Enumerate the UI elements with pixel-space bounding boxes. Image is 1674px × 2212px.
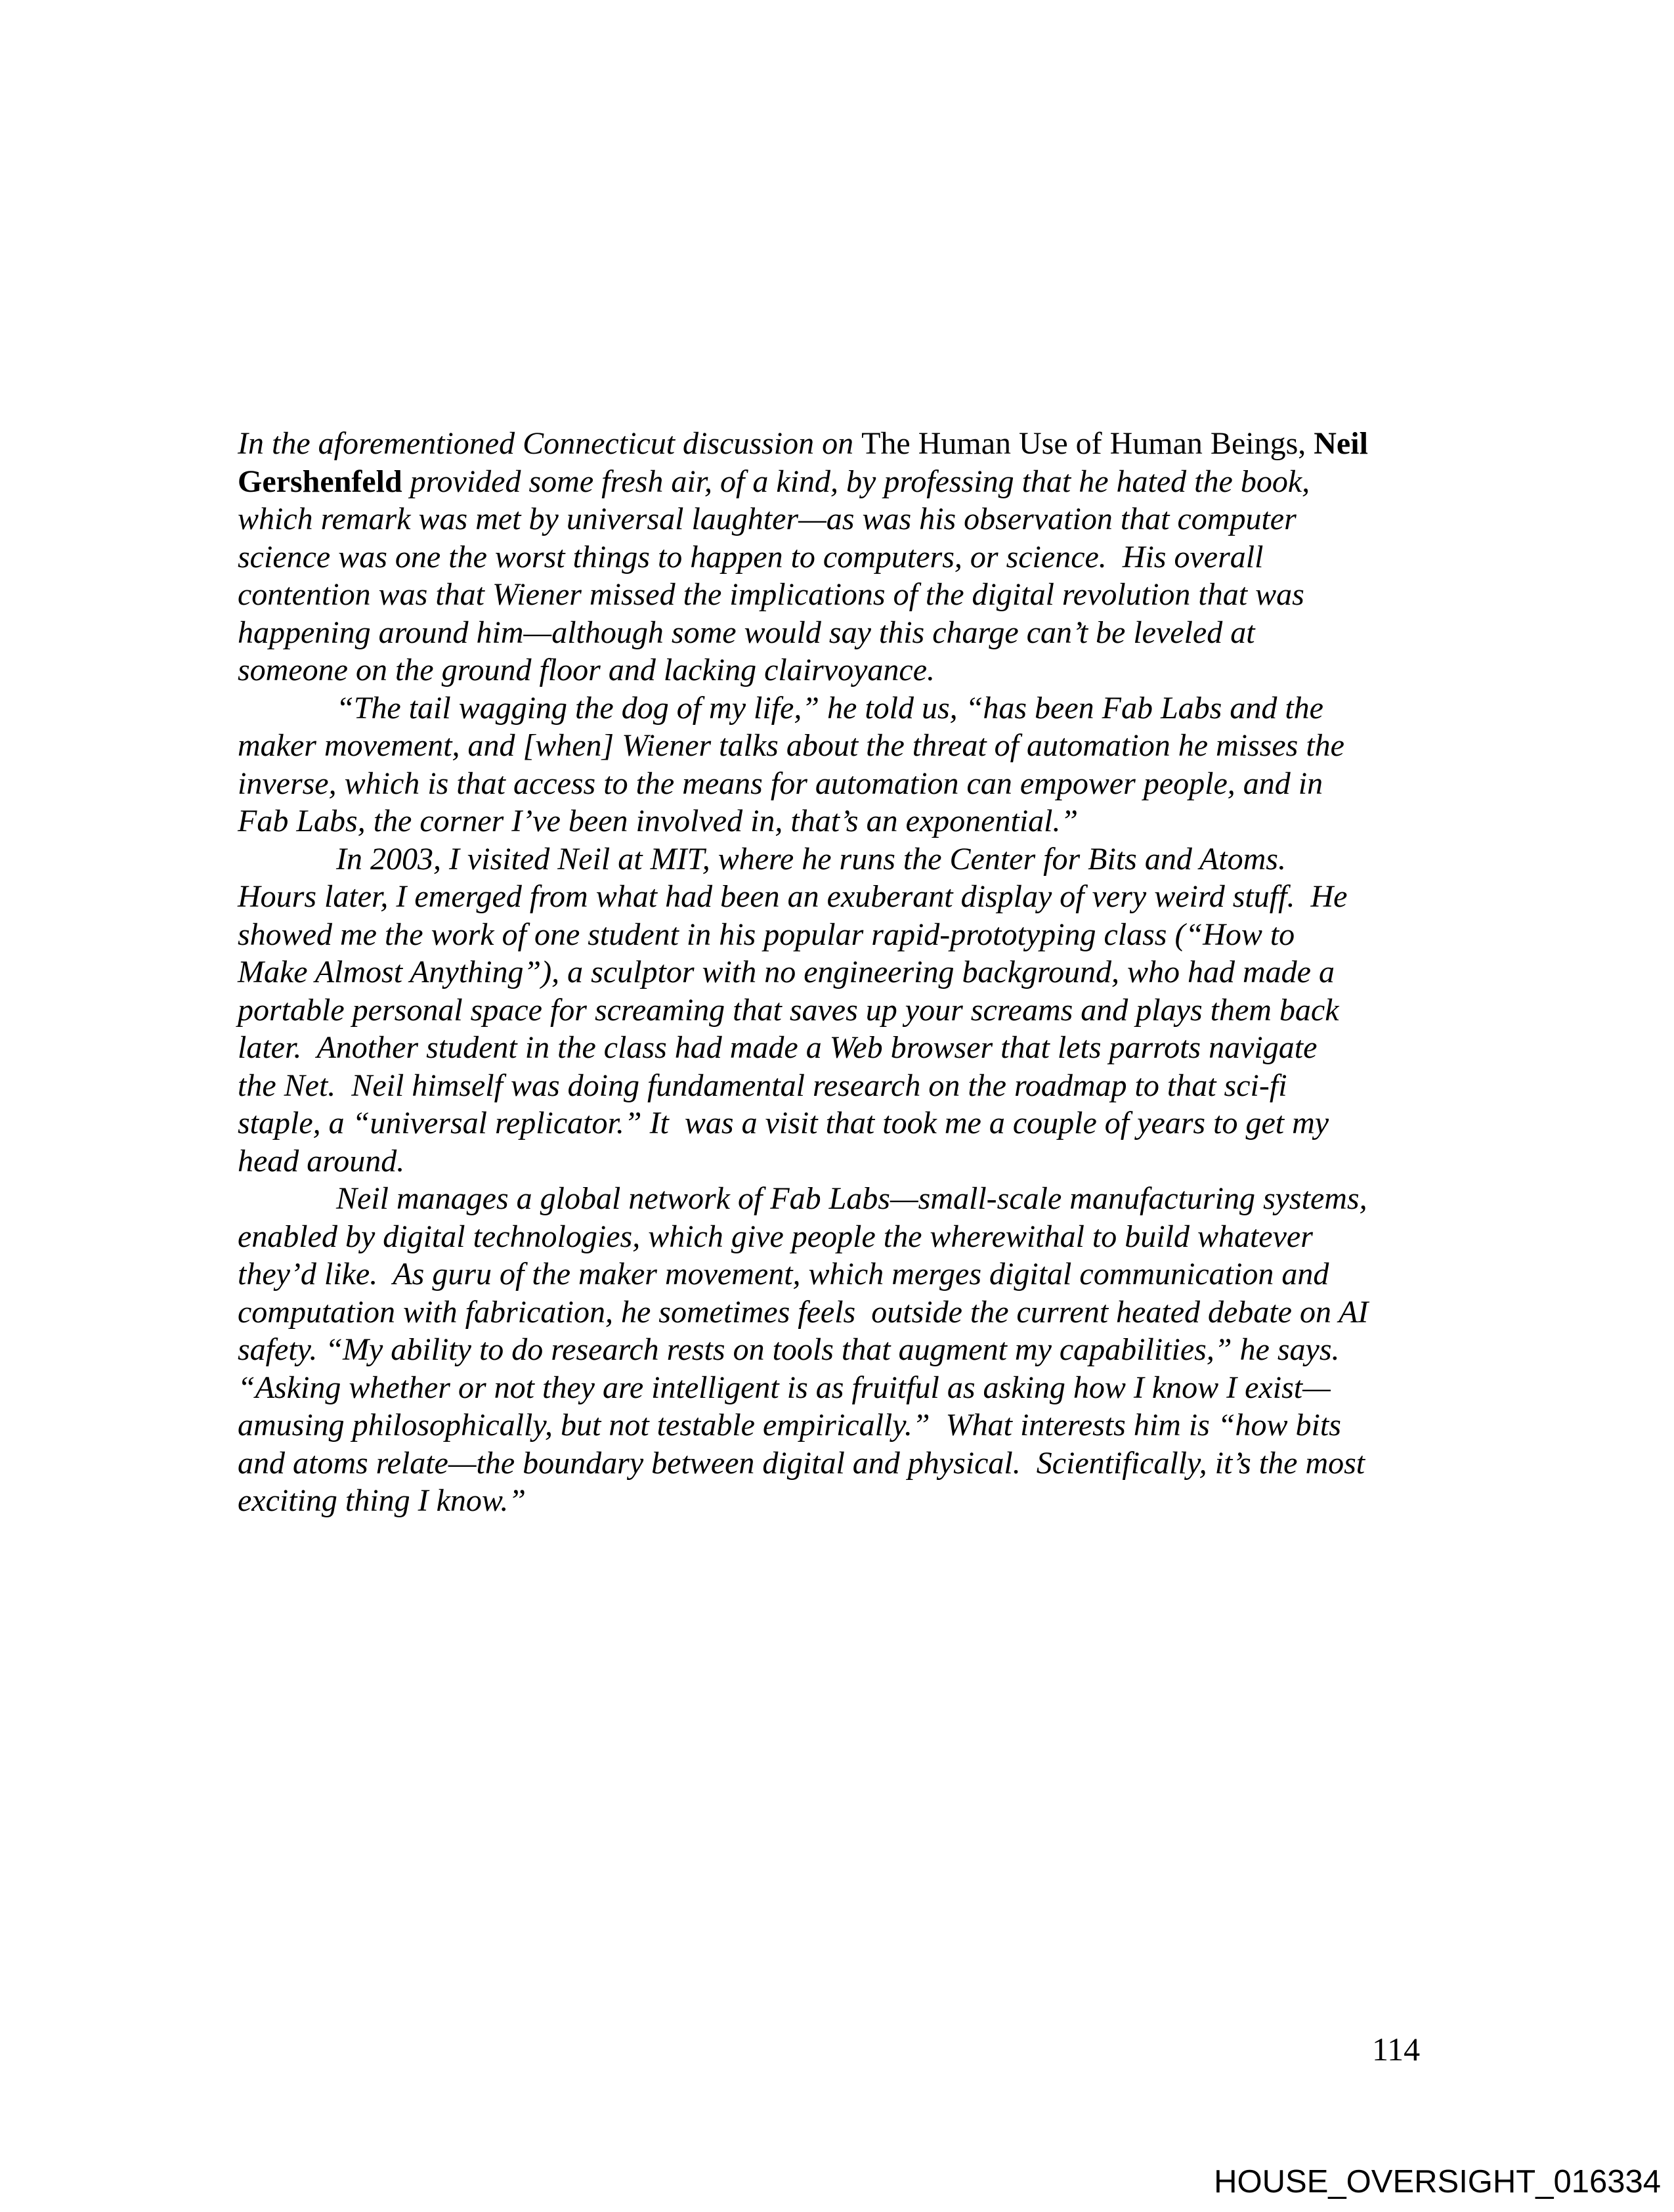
- text-line: [238, 916, 1459, 954]
- text-line: [238, 727, 1459, 765]
- text-segment: portable personal space for screaming that saves up your screams and plays them back: [238, 992, 1339, 1028]
- text-segment: the Net. Neil himself was doing fundamental research on the roadmap to that sci-fi: [238, 1068, 1287, 1103]
- text-line: [238, 689, 1459, 727]
- text-line: [238, 1180, 1459, 1218]
- text-line: [238, 1293, 1459, 1332]
- text-segment: maker movement, and [when] Wiener talks about the threat of automation he misses the: [238, 728, 1344, 763]
- text-segment: head around.: [238, 1143, 405, 1179]
- text-line: [238, 1142, 1459, 1181]
- text-line: [238, 1255, 1459, 1293]
- text-line: [238, 953, 1459, 991]
- text-segment: Fab Labs, the corner I’ve been involved in, that’s an exponential.”: [238, 804, 1079, 838]
- body-text: [238, 425, 1459, 1520]
- text-segment: provided some fresh air, of a kind, by professing that he hated the book,: [402, 464, 1310, 499]
- text-segment: “Asking whether or not they are intelligent is as fruitful as asking how I know I exist—: [238, 1370, 1331, 1405]
- paragraph: [238, 425, 1459, 689]
- text-line: [238, 576, 1459, 614]
- text-line: [238, 1104, 1459, 1142]
- paragraph: [238, 840, 1459, 1181]
- text-line: [238, 425, 1459, 463]
- text-segment: In the aforementioned Connecticut discussion on: [238, 426, 862, 461]
- text-segment: exciting thing I know.”: [238, 1483, 526, 1518]
- text-segment: showed me the work of one student in his popular rapid-prototyping class (“How to: [238, 917, 1295, 952]
- text-segment: computation with fabrication, he sometimes feels outside the current heated debate on AI: [238, 1294, 1369, 1330]
- text-line: [238, 614, 1459, 652]
- page-number: 114: [1372, 2031, 1421, 2068]
- text-segment: Neil: [1314, 426, 1368, 461]
- text-segment: they’d like. As guru of the maker movement, which merges digital communication and: [238, 1257, 1329, 1291]
- text-line: [238, 1029, 1459, 1067]
- text-segment: later. Another student in the class had made a Web browser that lets parrots navigate: [238, 1030, 1318, 1065]
- text-line: [238, 1444, 1459, 1483]
- text-line: [238, 765, 1459, 803]
- text-line: [238, 1067, 1459, 1105]
- text-line: [238, 1406, 1459, 1444]
- text-line: [238, 463, 1459, 501]
- text-segment: staple, a “universal replicator.” It was a visit that took me a couple of years to get my: [238, 1106, 1329, 1140]
- text-segment: safety. “My ability to do research rests on tools that augment my capabilities,” he says.: [238, 1332, 1340, 1367]
- text-segment: “The tail wagging the dog of my life,” he told us, “has been Fab Labs and the: [336, 690, 1323, 726]
- text-segment: Gershenfeld: [238, 464, 402, 499]
- text-line: [238, 840, 1459, 878]
- text-line: [238, 500, 1459, 538]
- text-segment: contention was that Wiener missed the implications of the digital revolution that was: [238, 577, 1304, 612]
- text-segment: someone on the ground floor and lacking clairvoyance.: [238, 653, 935, 687]
- text-segment: Hours later, I emerged from what had been an exuberant display of very weird stuff. He: [238, 879, 1348, 914]
- text-segment: enabled by digital technologies, which give people the wherewithal to build whatever: [238, 1219, 1313, 1254]
- text-segment: and atoms relate—the boundary between digital and physical. Scientifically, it’s the most: [238, 1445, 1365, 1481]
- text-line: [238, 1331, 1459, 1369]
- text-segment: inverse, which is that access to the means for automation can empower people, and in: [238, 766, 1323, 801]
- text-segment: Neil manages a global network of Fab Labs—small-scale manufacturing systems,: [336, 1181, 1367, 1216]
- text-line: [238, 1369, 1459, 1407]
- text-line: [238, 1482, 1459, 1520]
- text-segment: science was one the worst things to happen to computers, or science. His overall: [238, 539, 1264, 575]
- text-segment: In 2003, I visited Neil at MIT, where he runs the Center for Bits and Atoms.: [336, 841, 1286, 877]
- text-segment: happening around him—although some would say this charge can’t be leveled at: [238, 615, 1255, 650]
- text-segment: Make Almost Anything”), a sculptor with no engineering background, who had made a: [238, 955, 1335, 989]
- text-line: [238, 802, 1459, 840]
- text-line: [238, 878, 1459, 916]
- text-segment: amusing philosophically, but not testable empirically.” What interests him is “how bits: [238, 1408, 1341, 1442]
- text-line: [238, 651, 1459, 689]
- text-line: [238, 1218, 1459, 1256]
- text-line: [238, 991, 1459, 1030]
- text-line: [238, 538, 1459, 576]
- text-segment: The Human Use of Human Beings,: [861, 426, 1314, 461]
- bates-stamp: HOUSE_OVERSIGHT_016334: [1214, 2164, 1661, 2200]
- paragraph: [238, 689, 1459, 840]
- paragraph: [238, 1180, 1459, 1520]
- text-segment: which remark was met by universal laughter—as was his observation that computer: [238, 502, 1297, 536]
